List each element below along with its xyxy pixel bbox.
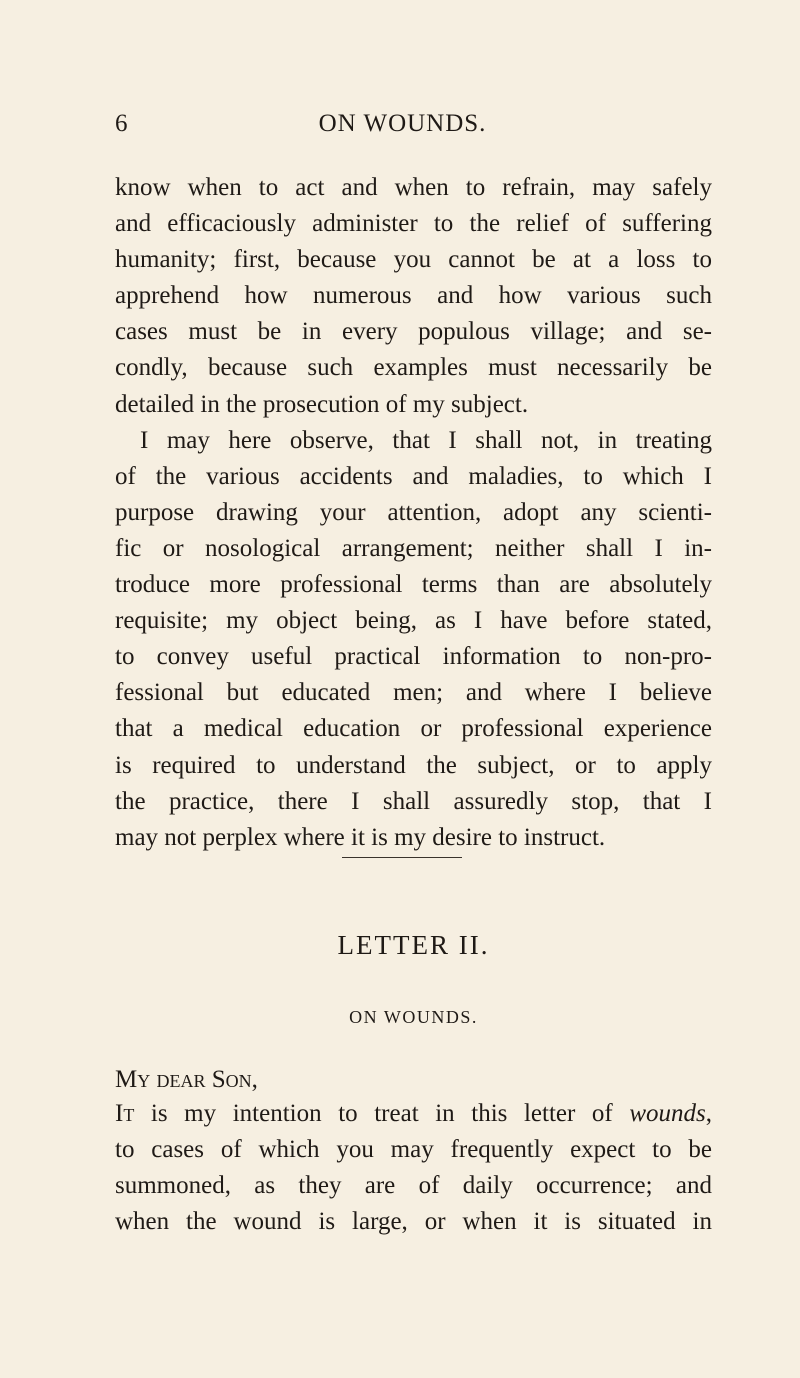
text-line: that a medical education or professional experience <box>115 715 712 743</box>
section-divider <box>342 857 462 858</box>
emphasis-word: wounds <box>629 1100 706 1127</box>
text-line: condly, because such examples must necessarily be <box>115 354 712 382</box>
text-line: I may here observe, that I shall not, in treating <box>140 426 712 454</box>
text-line: summoned, as they are of daily occurrence; and <box>115 1172 712 1200</box>
text-line: fic or nosological arrangement; neither shall I in- <box>115 534 712 562</box>
text-line: requisite; my object being, as I have before stated, <box>115 607 712 635</box>
text-line: of the various accidents and maladies, to which I <box>115 462 712 490</box>
text-line: the practice, there I shall assuredly stop, that I <box>115 787 712 815</box>
text-line: humanity; first, because you cannot be at a loss to <box>115 246 712 274</box>
letter-heading: LETTER II. <box>337 930 490 960</box>
running-title: ON WOUNDS. <box>318 110 487 137</box>
text-line: is required to understand the subject, or to apply <box>115 751 712 779</box>
line-text: is my intention to treat in this letter of <box>134 1100 630 1127</box>
running-head <box>115 110 690 150</box>
text-line: to convey useful practical information to non-pro- <box>115 643 712 671</box>
text-line: fessional but educated men; and where I believe <box>115 679 712 707</box>
text-line: may not perplex where it is my desire to instruct. <box>115 823 606 851</box>
text-line: purpose drawing your attention, adopt any scienti- <box>115 498 712 526</box>
salutation: My dear Son, <box>115 1066 258 1093</box>
letter-subheading: ON WOUNDS. <box>349 1007 478 1027</box>
text-line: to cases of which you may frequently expect to be <box>115 1136 712 1164</box>
text-line: detailed in the prosecution of my subject. <box>115 390 529 418</box>
letter-body <box>115 1096 712 1240</box>
text-line: when the wound is large, or when it is situated in <box>115 1208 712 1236</box>
text-line: know when to act and when to refrain, may safely <box>115 174 712 201</box>
text-line: troduce more professional terms than are absolutely <box>115 571 712 599</box>
text-line: cases must be in every populous village; and se- <box>115 318 712 346</box>
opening-words: It <box>115 1100 135 1127</box>
text-line: and efficaciously administer to the relief of suffering <box>115 210 712 238</box>
page-number: 6 <box>115 110 129 137</box>
body-text <box>115 170 712 856</box>
text-line: apprehend how numerous and how various such <box>115 282 712 310</box>
text-line <box>115 1096 712 1132</box>
line-text: , <box>705 1100 712 1127</box>
